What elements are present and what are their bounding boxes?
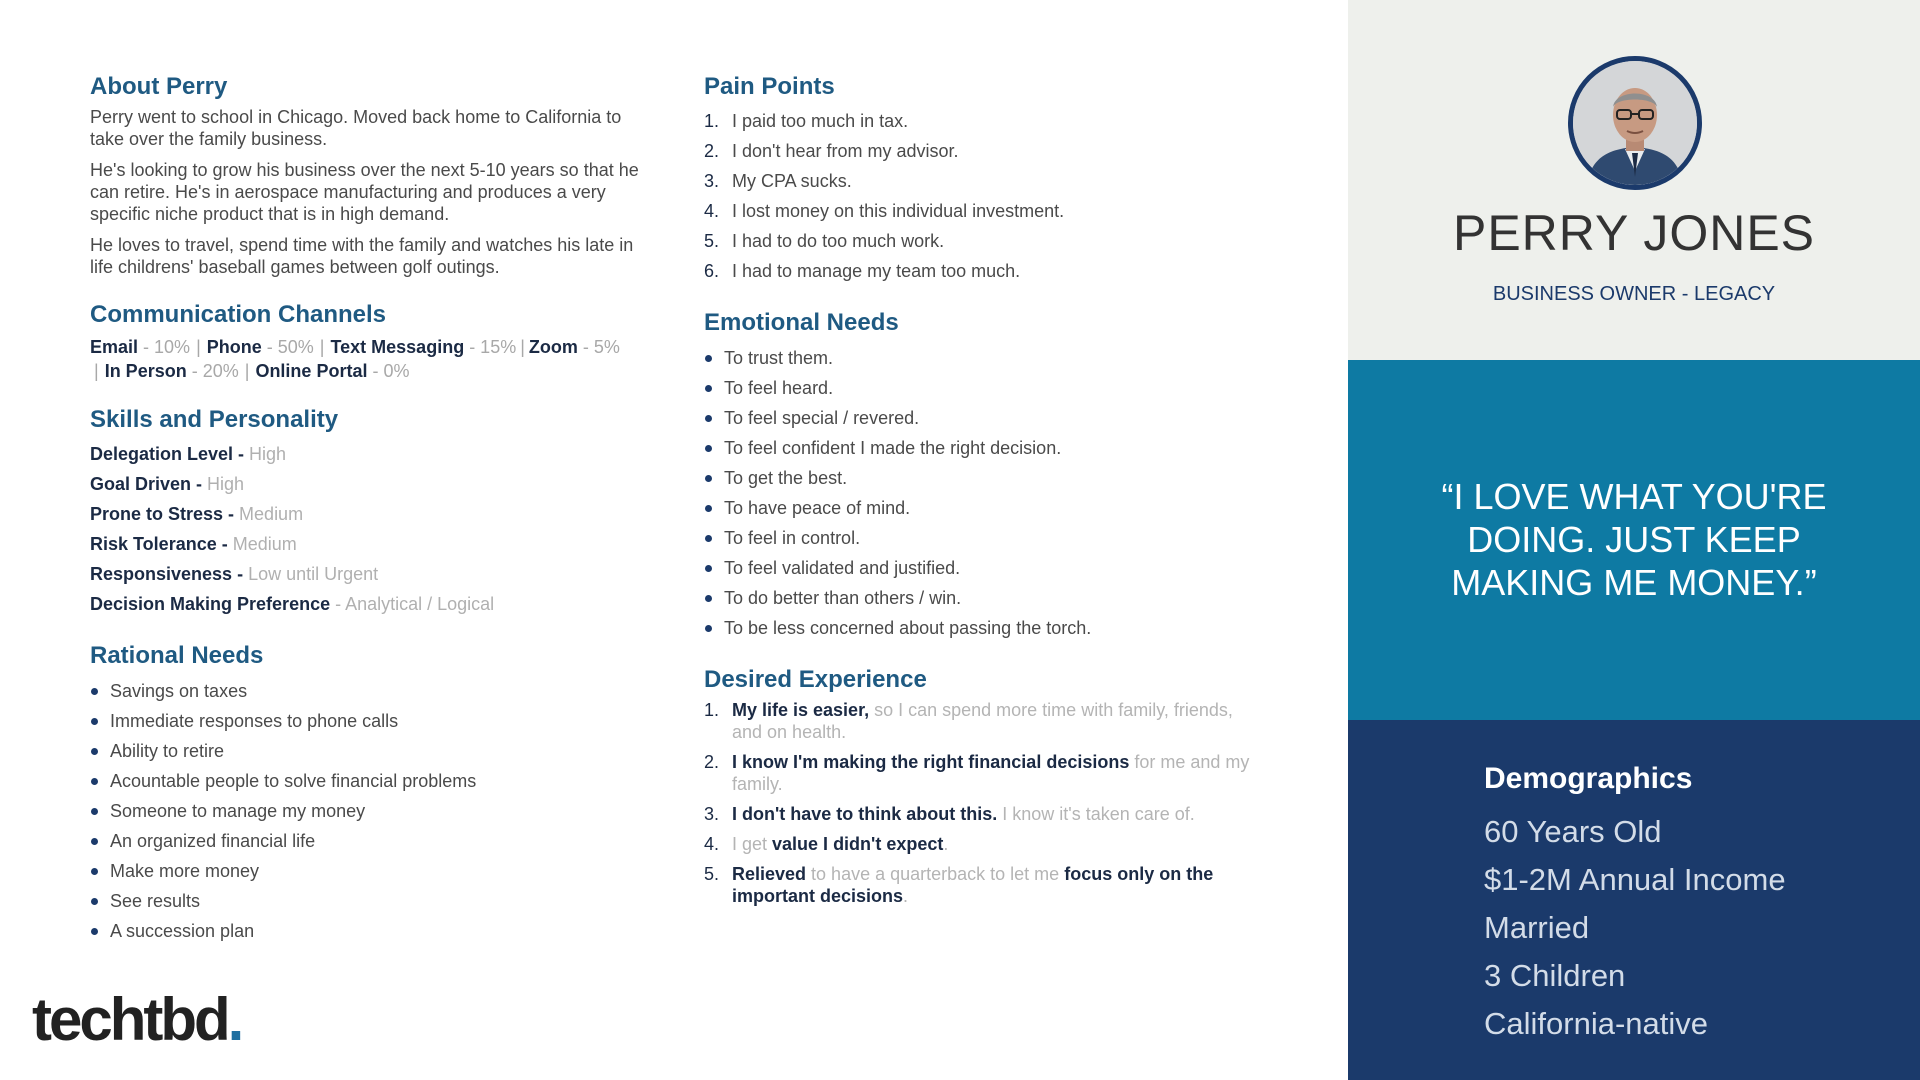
- channel-name: Phone: [206, 336, 262, 357]
- about-paragraph: Perry went to school in Chicago. Moved back home to California to take over the family business.: [90, 107, 622, 150]
- desired-experience-section: [704, 667, 1264, 907]
- pain-points-heading: Pain Points: [704, 73, 835, 100]
- about-heading: About Perry: [90, 73, 228, 100]
- channel-name: Zoom: [528, 336, 578, 357]
- about-paragraph: He's looking to grow his business over the next 5-10 years so that he can retire. He's in aerospace manufacturing and produces a very specific niche product that is in high demand.: [90, 160, 639, 225]
- channel-separator: |: [94, 360, 99, 381]
- demographics-list: [1484, 808, 1786, 1048]
- channel-separator: |: [196, 336, 201, 357]
- about-section: [90, 74, 650, 278]
- channel-name: Email: [90, 336, 139, 357]
- persona-panel: [1348, 0, 1920, 1080]
- middle-column: [704, 74, 1264, 931]
- list-item: A succession plan: [90, 916, 650, 946]
- list-item: 2. I know I'm making the right financial decisions for me and my family.: [704, 752, 1250, 795]
- list-item-text: I don't hear from my advisor.: [732, 141, 959, 162]
- skill-row: [90, 469, 650, 499]
- skill-row: [90, 529, 650, 559]
- list-item: See results: [90, 886, 650, 916]
- list-item: To get the best.: [704, 463, 1264, 493]
- list-item: 4. I lost money on this individual investment.: [704, 201, 1065, 222]
- company-logo: techtbd.: [32, 986, 242, 1053]
- demographic-item: Married: [1484, 910, 1590, 945]
- persona-name: PERRY JONES: [1452, 205, 1816, 261]
- list-item: Someone to manage my money: [90, 796, 650, 826]
- persona-role: BUSINESS OWNER - LEGACY: [1492, 283, 1776, 305]
- avatar: [1568, 56, 1702, 190]
- demographic-item: $1-2M Annual Income: [1484, 862, 1786, 897]
- list-item: 4. I get value I didn't expect.: [704, 834, 949, 855]
- demographic-item: 3 Children: [1484, 958, 1626, 993]
- about-paragraph: He loves to travel, spend time with the family and watches his late in life childrens' baseball games between golf outings.: [90, 235, 634, 278]
- communication-channels: [90, 335, 650, 383]
- channel-percent: - 0%: [367, 360, 410, 381]
- list-item: To feel confident I made the right decision.: [704, 433, 1264, 463]
- skill-value: High: [249, 444, 287, 465]
- list-item: Savings on taxes: [90, 676, 650, 706]
- list-item: 1. My life is easier, so I can spend more time with family, friends, and on health.: [704, 700, 1233, 743]
- list-item: 3. My CPA sucks.: [704, 171, 852, 192]
- quote-section: [1348, 360, 1920, 720]
- persona-quote: “I LOVE WHAT YOU'RE DOING. JUST KEEP MAKING ME MONEY.”: [1441, 476, 1827, 603]
- demographics-section: [1348, 720, 1920, 1080]
- channel-name: Online Portal: [255, 360, 368, 381]
- skill-value: - Analytical / Logical: [330, 594, 495, 615]
- skill-row: [90, 589, 650, 619]
- desired-experience-list: [704, 699, 1264, 907]
- list-item: To be less concerned about passing the torch.: [704, 613, 1264, 643]
- list-item: To do better than others / win.: [704, 583, 1264, 613]
- skill-label: Goal Driven -: [90, 474, 208, 495]
- channel-percent: - 15%: [464, 336, 517, 357]
- channel-percent: - 20%: [186, 360, 239, 381]
- list-item: To feel special / revered.: [704, 403, 1264, 433]
- list-item: To feel heard.: [704, 373, 1264, 403]
- list-item: 5. Relieved to have a quarterback to let me focus only on the important decisions.: [704, 864, 1214, 907]
- list-item: 5. I had to do too much work.: [704, 231, 945, 252]
- list-item: Immediate responses to phone calls: [90, 706, 650, 736]
- list-item: An organized financial life: [90, 826, 650, 856]
- pain-points-section: [704, 74, 1264, 286]
- profile-card: [1348, 0, 1920, 360]
- skill-label: Prone to Stress -: [90, 504, 240, 525]
- skill-value: Low until Urgent: [248, 564, 379, 585]
- pain-points-list: [704, 106, 1264, 286]
- skill-row: [90, 439, 650, 469]
- skill-value: High: [207, 474, 245, 495]
- channel-name: Text Messaging: [330, 336, 465, 357]
- avatar-portrait-icon: [1573, 61, 1697, 185]
- list-item: To trust them.: [704, 343, 1264, 373]
- channel-separator: |: [319, 336, 325, 357]
- skill-label: Risk Tolerance -: [90, 534, 233, 555]
- skill-label: Delegation Level -: [90, 444, 250, 465]
- emotional-needs-list: [704, 343, 1264, 643]
- demographics-heading: Demographics: [1484, 762, 1693, 795]
- skill-value: Medium: [239, 504, 304, 525]
- skill-row: [90, 499, 650, 529]
- rational-needs-section: [90, 643, 650, 945]
- channel-percent: - 50%: [261, 336, 314, 357]
- list-item-text: I had to do too much work.: [732, 231, 945, 252]
- list-item: 3. I don't have to think about this. I know it's taken care of.: [704, 804, 1195, 825]
- list-item-text: I lost money on this individual investment.: [732, 201, 1065, 222]
- skill-label: Decision Making Preference: [90, 594, 331, 615]
- skill-row: [90, 559, 650, 589]
- list-item: Make more money: [90, 856, 650, 886]
- channel-separator: |: [244, 360, 250, 381]
- emotional-needs-section: [704, 310, 1264, 642]
- rational-needs-heading: Rational Needs: [90, 642, 264, 670]
- list-item: To have peace of mind.: [704, 493, 1264, 523]
- list-item-text: I had to manage my team too much.: [732, 261, 1021, 282]
- channel-name: In Person: [104, 360, 187, 381]
- demographic-item: 60 Years Old: [1484, 814, 1662, 849]
- list-item-text: I paid too much in tax.: [732, 111, 909, 132]
- skill-value: Medium: [232, 534, 297, 555]
- rational-needs-list: [90, 676, 650, 946]
- channel-percent: - 5%: [577, 336, 620, 357]
- list-item: To feel in control.: [704, 523, 1264, 553]
- skills-section: [90, 407, 650, 619]
- channel-percent: - 10%: [138, 336, 191, 357]
- left-column: [90, 74, 650, 970]
- communication-heading: Communication Channels: [90, 301, 387, 329]
- list-item: 1. I paid too much in tax.: [704, 111, 909, 132]
- emotional-needs-heading: Emotional Needs: [704, 309, 899, 337]
- desired-experience-heading: Desired Experience: [704, 665, 927, 693]
- list-item: Ability to retire: [90, 736, 650, 766]
- demographic-item: California-native: [1484, 1006, 1708, 1041]
- skill-label: Responsiveness -: [90, 564, 249, 585]
- list-item: To feel validated and justified.: [704, 553, 1264, 583]
- list-item-text: My CPA sucks.: [732, 171, 852, 192]
- communication-section: [90, 302, 650, 382]
- list-item: 2. I don't hear from my advisor.: [704, 141, 959, 162]
- channel-separator: |: [520, 336, 525, 357]
- skills-heading: Skills and Personality: [90, 405, 339, 433]
- list-item: 6. I had to manage my team too much.: [704, 261, 1021, 282]
- list-item: Acountable people to solve financial problems: [90, 766, 650, 796]
